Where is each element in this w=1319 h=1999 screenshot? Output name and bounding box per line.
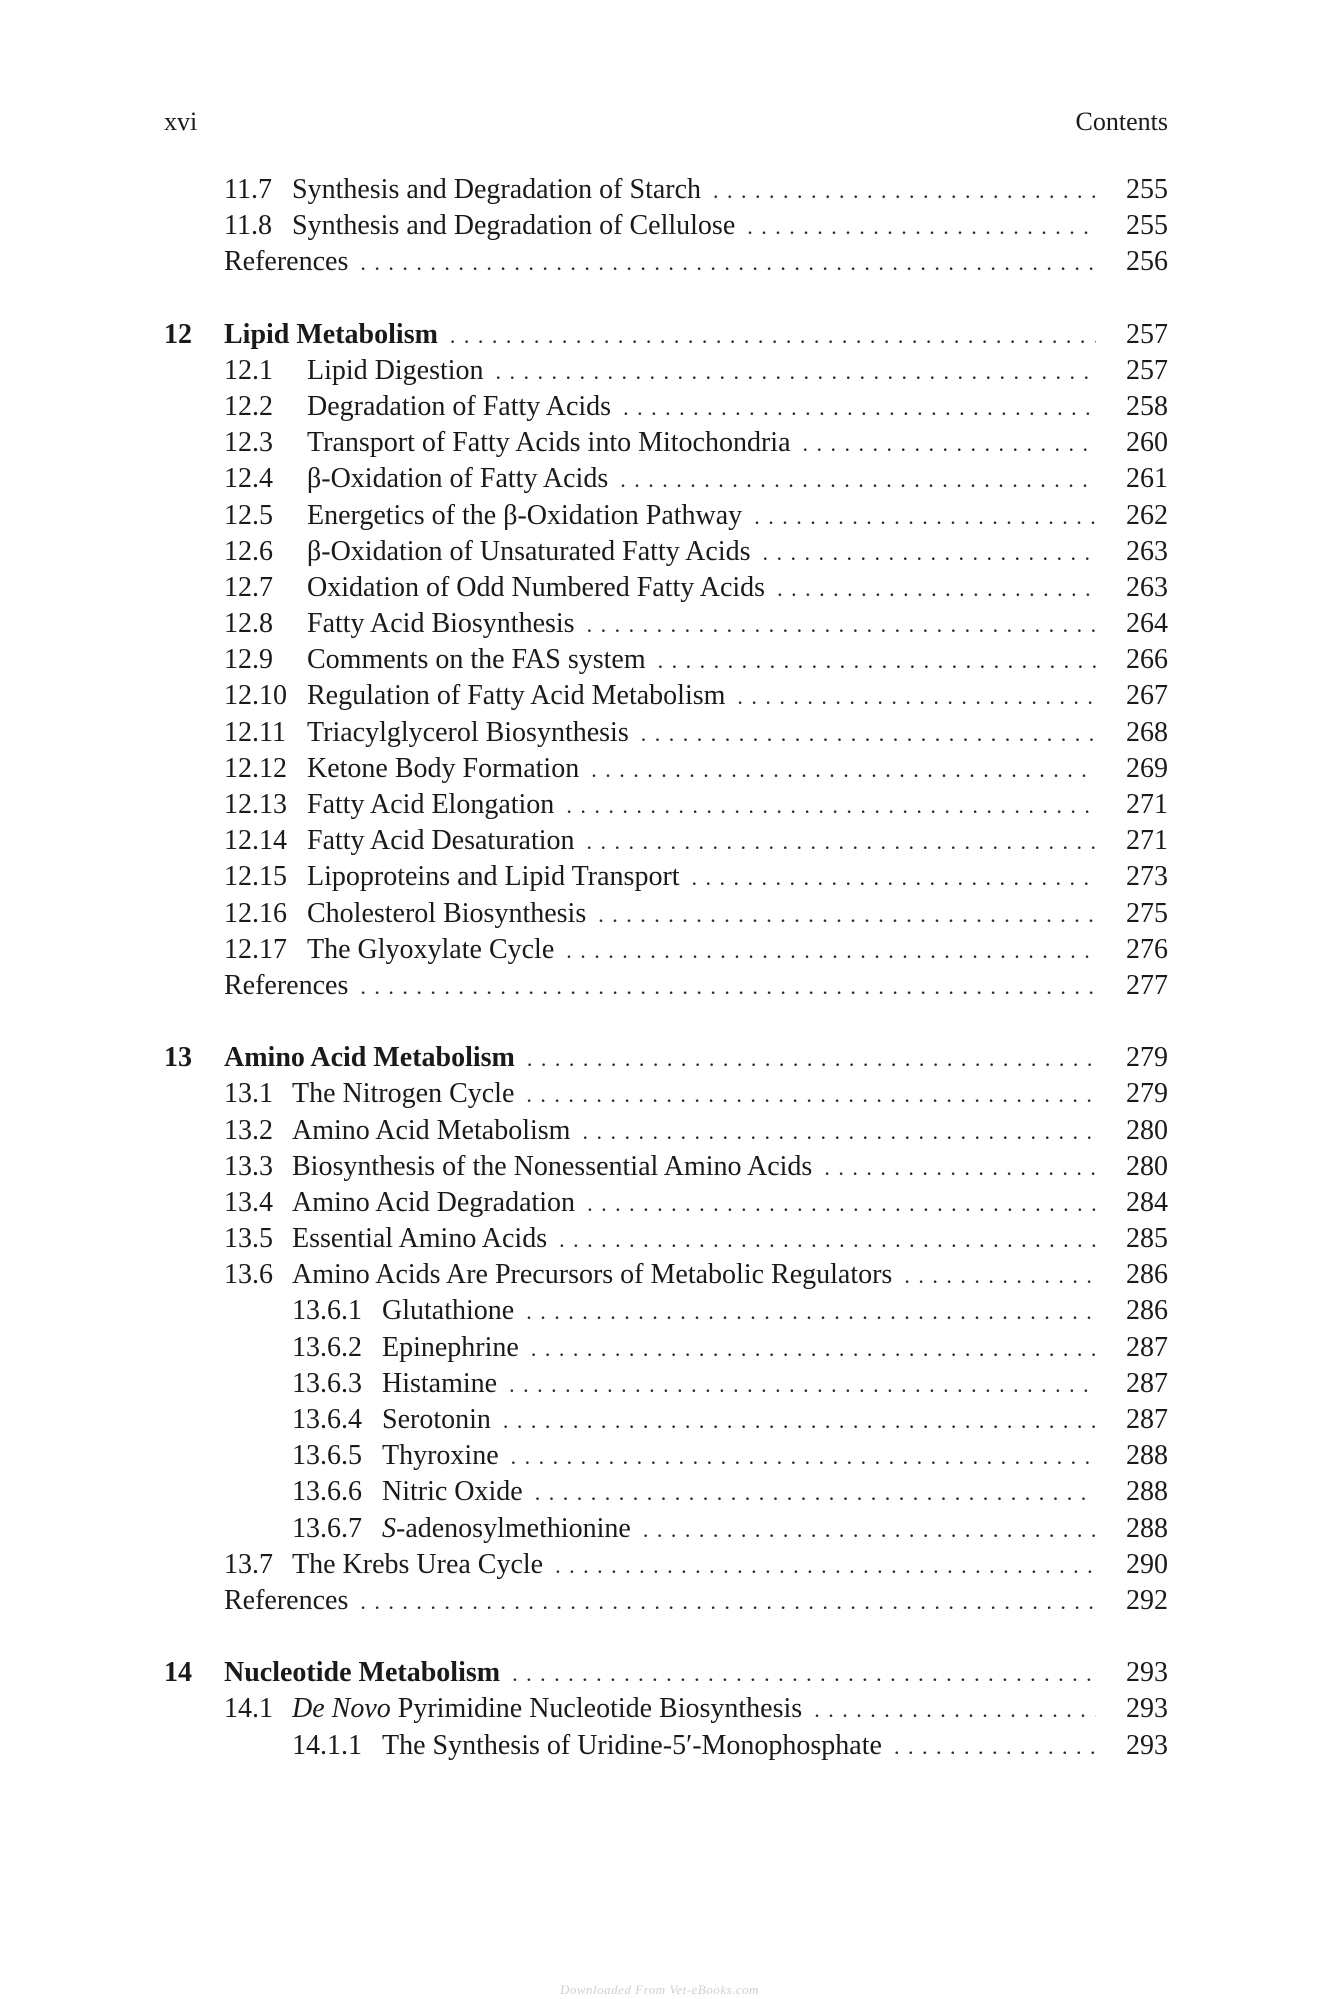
toc-entry[interactable] [164,570,1168,606]
download-watermark: Downloaded From Vet-eBooks.com [559,1982,759,1997]
toc-entry[interactable] [164,389,1168,425]
page-number: 263 [1126,571,1168,603]
chapter-12-entries [164,353,1168,968]
toc-entry[interactable] [164,172,1168,208]
entry-label [307,461,1096,498]
section-number: 13.3 [224,1150,273,1182]
dot-leader [747,209,1096,245]
section-title: De Novo Pyrimidine Nucleotide Biosynthesis [292,1693,803,1725]
toc-entry[interactable] [164,1728,1168,1764]
dot-leader [754,499,1096,535]
page-number: 293 [1126,1693,1168,1725]
toc-references[interactable] [164,244,1168,280]
toc-references[interactable] [164,1583,1168,1619]
references-title: References [224,1584,349,1616]
page-number: 292 [1126,1584,1168,1616]
page-number: 266 [1126,644,1168,676]
page-number: 288 [1126,1440,1168,1472]
section-number: 13.6.7 [292,1512,362,1544]
page-number: 257 [1126,354,1168,386]
page-number: 286 [1126,1295,1168,1327]
section-title: β-Oxidation of Unsaturated Fatty Acids [307,535,751,567]
dot-leader [535,1475,1096,1511]
toc-entry[interactable] [164,1366,1168,1402]
section-number: 13.2 [224,1114,273,1146]
section-title: Amino Acid Metabolism [292,1114,571,1146]
dot-leader [904,1258,1096,1294]
section-title: Fatty Acid Biosynthesis [307,608,575,640]
dot-leader [824,1150,1096,1186]
entry-label [307,787,1096,824]
section-title: Degradation of Fatty Acids [307,390,612,422]
entry-label [382,1293,1096,1330]
section-title: Thyroxine [382,1440,499,1472]
entry-label [224,1655,1096,1692]
page-number: 258 [1126,390,1168,422]
section-number: 12.2 [224,390,273,422]
dot-leader [582,1114,1096,1150]
toc-entry[interactable] [164,1474,1168,1510]
entry-label [292,1185,1096,1222]
entry-label [292,1257,1096,1294]
entry-label [307,859,1096,896]
section-title: Regulation of Fatty Acid Metabolism [307,680,726,712]
section-number: 12.14 [224,825,287,857]
section-number: 12.13 [224,789,287,820]
toc-entry[interactable] [164,715,1168,751]
section-number: 13.6.2 [292,1331,362,1363]
section-title: Lipoproteins and Lipid Transport [307,861,680,893]
toc-entry[interactable] [164,1076,1168,1112]
page-number: 256 [1126,246,1168,278]
toc-entry[interactable] [164,461,1168,497]
page-number: 267 [1126,680,1168,712]
dot-leader [360,969,1096,1005]
section-number: 13.4 [224,1186,273,1218]
dot-leader [566,933,1096,969]
page-number: 269 [1126,752,1168,784]
table-of-contents [164,172,1168,1764]
section-title: Fatty Acid Elongation [307,789,555,820]
section-number: 11.8 [224,210,272,242]
entry-label [382,1511,1096,1548]
running-title: Contents [1075,107,1168,136]
dot-leader [623,390,1096,426]
chapter-title: Lipid Metabolism [224,318,438,350]
section-number: 12.7 [224,571,273,603]
dot-leader [496,354,1096,390]
section-title: The Glyoxylate Cycle [307,933,555,965]
section-title: Amino Acid Degradation [292,1186,576,1218]
entry-label [292,1113,1096,1150]
chapter-heading[interactable] [164,1040,1168,1076]
entry-label [224,244,1096,281]
entry-label [307,751,1096,788]
toc-entry[interactable] [164,353,1168,389]
section-number: 12.4 [224,463,273,495]
section-title: Triacylglycerol Biosynthesis [307,716,629,748]
page-number: 277 [1126,969,1168,1001]
section-number: 13.6.1 [292,1295,362,1327]
page-number: 261 [1126,463,1168,495]
section-number: 12.12 [224,752,287,784]
entry-label [292,1149,1096,1186]
section-title: The Synthesis of Uridine-5′-Monophosphate [382,1729,882,1761]
section-title: The Krebs Urea Cycle [292,1548,544,1580]
toc-entry[interactable] [164,498,1168,534]
section-title: Serotonin [382,1404,491,1435]
chapter-number: 14 [164,1657,192,1689]
page-number: 288 [1126,1512,1168,1544]
toc-entry[interactable] [164,1547,1168,1583]
page-number: 257 [1126,318,1168,350]
toc-entry[interactable] [164,1113,1168,1149]
dot-leader [692,860,1096,896]
toc-entry[interactable] [164,425,1168,461]
entry-label [292,208,1096,245]
section-number: 12.11 [224,716,286,748]
dot-leader [526,1294,1096,1330]
section-number: 12.1 [224,354,273,386]
toc-entry[interactable] [164,534,1168,570]
toc-entry[interactable] [164,678,1168,714]
entry-label [224,317,1096,354]
section-title: Transport of Fatty Acids into Mitochondria [307,427,791,459]
toc-entry[interactable] [164,1293,1168,1329]
toc-entry[interactable] [164,606,1168,642]
page-number: 260 [1126,427,1168,459]
chapter-12 [164,317,1168,1005]
entry-label [307,389,1096,426]
dot-leader [526,1077,1096,1113]
entry-label [224,968,1096,1005]
dot-leader [591,752,1096,788]
entry-label [307,570,1096,607]
dot-leader [641,716,1096,752]
entry-label [292,1691,1096,1728]
dot-leader [803,426,1096,462]
toc-entry[interactable] [164,1438,1168,1474]
dot-leader [566,788,1096,824]
chapter-14-entries [164,1691,1168,1763]
entry-label [382,1728,1096,1765]
page-number: 287 [1126,1331,1168,1363]
entry-label [292,1076,1096,1113]
section-title: Amino Acids Are Precursors of Metabolic Regulators [292,1259,893,1291]
dot-leader [512,1656,1096,1692]
dot-leader [360,245,1096,281]
dot-leader [598,897,1096,933]
dot-leader [894,1729,1096,1765]
entry-label [292,1547,1096,1584]
section-title: Ketone Body Formation [307,752,580,784]
dot-leader [587,824,1096,860]
page-number: 279 [1126,1042,1168,1074]
dot-leader [643,1512,1096,1548]
page-number: 264 [1126,608,1168,640]
toc-entry[interactable] [164,1149,1168,1185]
chapter-heading[interactable] [164,1655,1168,1691]
section-number: 13.5 [224,1223,273,1255]
entry-label [307,353,1096,390]
page-number: 280 [1126,1150,1168,1182]
entry-label [382,1438,1096,1475]
section-title: Oxidation of Odd Numbered Fatty Acids [307,571,766,603]
dot-leader [658,643,1096,679]
entry-label [224,1583,1096,1620]
chapter-11-tail [164,172,1168,281]
dot-leader [737,679,1096,715]
entry-label [382,1366,1096,1403]
section-title: β-Oxidation of Fatty Acids [307,463,609,495]
section-number: 13.7 [224,1548,273,1580]
entry-label [307,678,1096,715]
page-number: 263 [1126,535,1168,567]
page-number: 287 [1126,1367,1168,1399]
dot-leader [559,1222,1096,1258]
chapter-title: Nucleotide Metabolism [224,1657,501,1689]
dot-leader [531,1331,1096,1367]
entry-label [382,1330,1096,1367]
entry-label [292,172,1096,209]
chapter-title: Amino Acid Metabolism [224,1042,515,1074]
section-title: Nitric Oxide [382,1476,523,1508]
dot-leader [527,1041,1096,1077]
chapter-number: 12 [164,318,192,350]
section-number: 12.16 [224,897,287,929]
page-number: 279 [1126,1078,1168,1110]
page-number: 284 [1126,1186,1168,1218]
section-number: 12.3 [224,427,273,459]
section-number: 13.6.5 [292,1440,362,1472]
toc-entry[interactable] [164,751,1168,787]
page-number: 276 [1126,933,1168,965]
dot-leader [814,1692,1096,1728]
page-number: 290 [1126,1548,1168,1580]
page-number: 293 [1126,1729,1168,1761]
toc-entry[interactable] [164,896,1168,932]
dot-leader [587,607,1096,643]
dot-leader [713,173,1096,209]
toc-entry[interactable] [164,859,1168,895]
entry-label [382,1474,1096,1511]
entry-label [307,498,1096,535]
page-number: 287 [1126,1404,1168,1435]
section-number: 11.7 [224,174,272,205]
section-title: Epinephrine [382,1331,519,1363]
dot-leader [620,462,1096,498]
entry-label [307,534,1096,571]
section-number: 12.9 [224,644,273,676]
page-number: 255 [1126,210,1168,242]
page-number: 273 [1126,861,1168,893]
toc-entry[interactable] [164,1185,1168,1221]
page-number: 285 [1126,1223,1168,1255]
section-number: 12.10 [224,680,287,712]
page-number: 288 [1126,1476,1168,1508]
dot-leader [450,318,1096,354]
toc-entry[interactable] [164,1221,1168,1257]
entry-label [307,715,1096,752]
toc-entry[interactable] [164,1511,1168,1547]
chapter-heading[interactable] [164,317,1168,353]
dot-leader [777,571,1096,607]
entry-label [307,896,1096,933]
entry-label [307,606,1096,643]
section-number: 12.6 [224,535,273,567]
toc-entry[interactable] [164,208,1168,244]
page-folio: xvi [164,107,198,136]
dot-leader [511,1439,1096,1475]
section-number: 13.6.3 [292,1367,362,1399]
dot-leader [503,1403,1096,1439]
section-number: 14.1.1 [292,1729,362,1761]
section-title: Histamine [382,1367,498,1399]
toc-entry[interactable] [164,787,1168,823]
section-number: 13.6 [224,1259,273,1291]
section-title: Essential Amino Acids [292,1223,548,1255]
section-number: 12.5 [224,499,273,531]
section-number: 13.1 [224,1078,273,1110]
page-number: 268 [1126,716,1168,748]
dot-leader [587,1186,1096,1222]
references-title: References [224,969,349,1001]
toc-entry[interactable] [164,823,1168,859]
chapter-13 [164,1040,1168,1619]
page-number: 286 [1126,1259,1168,1291]
toc-entry[interactable] [164,1330,1168,1366]
section-title: Comments on the FAS system [307,644,646,676]
entry-label [307,425,1096,462]
references-title: References [224,246,349,278]
entry-label [292,1221,1096,1258]
page-number: 280 [1126,1114,1168,1146]
toc-entry[interactable] [164,1257,1168,1293]
page-number: 255 [1126,174,1168,205]
section-title: Cholesterol Biosynthesis [307,897,587,929]
entry-label [307,932,1096,969]
section-title: Synthesis and Degradation of Starch [292,174,702,205]
section-number: 14.1 [224,1693,273,1725]
section-title: The Nitrogen Cycle [292,1078,515,1110]
page-number: 271 [1126,789,1168,820]
chapter-13-entries [164,1076,1168,1583]
toc-entry[interactable] [164,1402,1168,1438]
page-number: 271 [1126,825,1168,857]
section-number: 12.15 [224,861,287,893]
section-number: 13.6.6 [292,1476,362,1508]
dot-leader [555,1548,1096,1584]
toc-references[interactable] [164,968,1168,1004]
section-number: 13.6.4 [292,1404,362,1435]
toc-entry[interactable] [164,642,1168,678]
entry-label [307,823,1096,860]
section-title: S-adenosylmethionine [382,1512,631,1544]
section-title: Glutathione [382,1295,515,1327]
page-number: 262 [1126,499,1168,531]
dot-leader [509,1367,1096,1403]
section-number: 12.8 [224,608,273,640]
running-head [164,104,1168,140]
page-number: 275 [1126,897,1168,929]
section-title: Lipid Digestion [307,354,484,386]
chapter-14 [164,1655,1168,1764]
entry-label [224,1040,1096,1077]
chapter-number: 13 [164,1042,192,1074]
entry-label [307,642,1096,679]
entry-label [382,1402,1096,1439]
section-number: 12.17 [224,933,287,965]
section-title: Fatty Acid Desaturation [307,825,575,857]
page-number: 293 [1126,1657,1168,1689]
toc-entry[interactable] [164,1691,1168,1727]
section-title: Biosynthesis of the Nonessential Amino Acids [292,1150,813,1182]
dot-leader [360,1584,1096,1620]
section-title: Energetics of the β-Oxidation Pathway [307,499,743,531]
dot-leader [763,535,1096,571]
section-title: Synthesis and Degradation of Cellulose [292,210,736,242]
toc-entry[interactable] [164,932,1168,968]
